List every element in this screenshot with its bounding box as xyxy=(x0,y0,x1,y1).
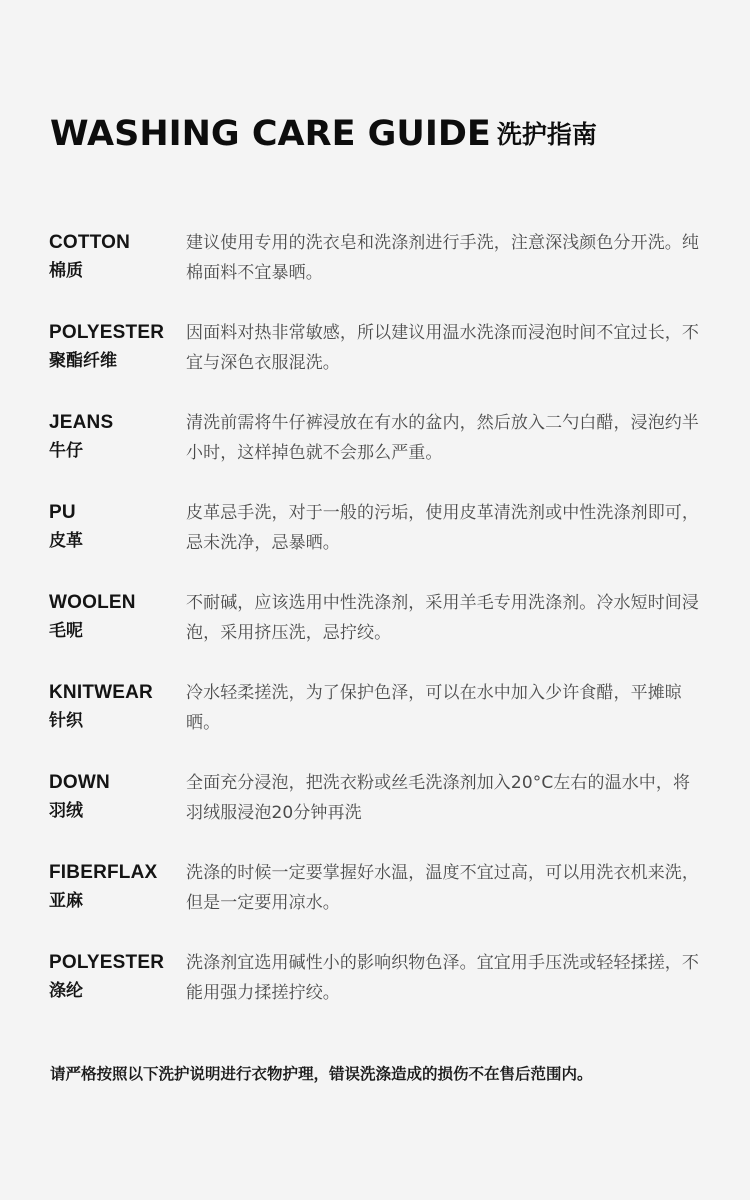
material-name-english: JEANS xyxy=(49,412,114,433)
care-instruction: 全面充分浸泡，把洗衣粉或丝毛洗涤剂加入20°C左右的温水中，将羽绒服浸泡20分钟再洗 xyxy=(186,773,691,823)
material-name-english: POLYESTER xyxy=(49,952,165,973)
care-instruction: 洗涤的时候一定要掌握好水温，温度不宜过高，可以用洗衣机来洗，但是一定要用凉水。 xyxy=(186,863,699,913)
care-guide-list xyxy=(49,228,709,1038)
care-instruction: 洗涤剂宜选用碱性小的影响织物色泽。宜宜用手压洗或轻轻揉搓，不能用强力揉搓拧绞。 xyxy=(186,953,699,1003)
material-name-chinese: 皮革 xyxy=(49,531,83,551)
material-name-chinese: 涤纶 xyxy=(49,981,83,1001)
care-item-pu xyxy=(49,498,709,588)
material-name-english: PU xyxy=(49,502,76,523)
material-name-chinese: 牛仔 xyxy=(49,441,83,461)
material-name-chinese: 毛呢 xyxy=(49,621,83,641)
care-item-down xyxy=(49,768,709,858)
material-label xyxy=(49,678,179,736)
page-title-english: WASHING CARE GUIDE xyxy=(50,114,491,154)
care-item-jeans xyxy=(49,408,709,498)
material-name-english: KNITWEAR xyxy=(49,682,153,703)
material-name-english: POLYESTER xyxy=(49,322,165,343)
care-item-fiberflax xyxy=(49,858,709,948)
care-instruction: 清洗前需将牛仔裤浸放在有水的盆内，然后放入二勺白醋，浸泡约半小时，这样掉色就不会那么严重。 xyxy=(186,413,699,463)
material-label xyxy=(49,588,179,646)
care-instruction: 不耐碱，应该选用中性洗涤剂，采用羊毛专用洗涤剂。冷水短时间浸泡，采用挤压洗，忌拧绞。 xyxy=(186,593,699,643)
material-label xyxy=(49,408,179,466)
care-instruction: 冷水轻柔搓洗，为了保护色泽，可以在水中加入少许食醋，平摊晾晒。 xyxy=(186,683,682,733)
material-name-english: WOOLEN xyxy=(49,592,136,613)
material-name-chinese: 针织 xyxy=(49,711,83,731)
material-label xyxy=(49,318,179,376)
care-item-polyester-terylene xyxy=(49,948,709,1038)
material-name-chinese: 羽绒 xyxy=(49,801,83,821)
material-label xyxy=(49,498,179,556)
material-label xyxy=(49,228,179,286)
disclaimer-note: 请严格按照以下洗护说明进行衣物护理，错误洗涤造成的损伤不在售后范围内。 xyxy=(50,1065,593,1083)
material-label xyxy=(49,948,179,1006)
page-title xyxy=(50,108,597,161)
care-item-knitwear xyxy=(49,678,709,768)
material-name-chinese: 聚酯纤维 xyxy=(49,351,117,371)
material-label xyxy=(49,858,179,916)
care-instruction: 因面料对热非常敏感，所以建议用温水洗涤而浸泡时间不宜过长，不宜与深色衣服混洗。 xyxy=(186,323,699,373)
care-item-polyester xyxy=(49,318,709,408)
material-name-chinese: 亚麻 xyxy=(49,891,83,911)
care-item-cotton xyxy=(49,228,709,318)
material-label xyxy=(49,768,179,826)
material-name-chinese: 棉质 xyxy=(49,261,83,281)
care-instruction: 皮革忌手洗，对于一般的污垢，使用皮革清洗剂或中性洗涤剂即可，忌未洗净，忌暴晒。 xyxy=(186,503,699,553)
care-instruction: 建议使用专用的洗衣皂和洗涤剂进行手洗，注意深浅颜色分开洗。纯棉面料不宜暴晒。 xyxy=(186,233,699,283)
material-name-english: FIBERFLAX xyxy=(49,862,158,883)
page-title-chinese: 洗护指南 xyxy=(496,120,597,149)
material-name-english: COTTON xyxy=(49,232,131,253)
material-name-english: DOWN xyxy=(49,772,110,793)
care-item-woolen xyxy=(49,588,709,678)
